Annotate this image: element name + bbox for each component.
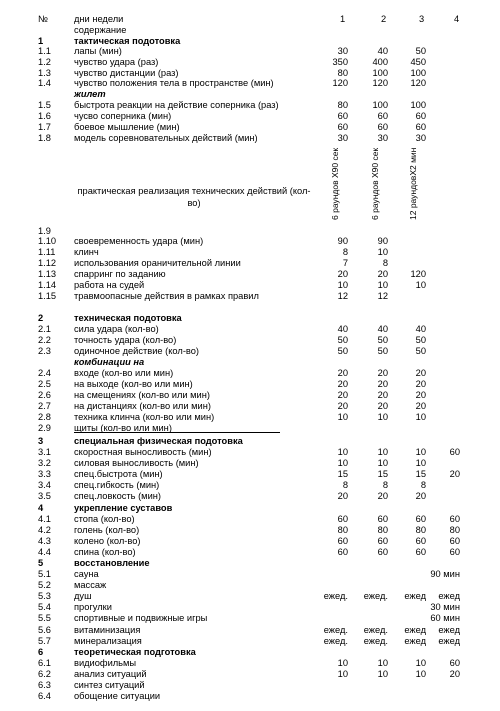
row-description: сила удара (кол-во) — [74, 324, 159, 334]
row-value-day-1: 10 — [337, 458, 348, 468]
row-description: чувство дистанции (раз) — [74, 68, 179, 78]
table-row — [0, 658, 500, 669]
row-value-day-2: 40 — [377, 324, 388, 334]
row-number: 1.12 — [38, 258, 57, 268]
row-value-day-3: 60 — [415, 514, 426, 524]
table-row — [0, 558, 500, 569]
row-number: 1.5 — [38, 100, 51, 110]
row-value-day-1: 60 — [337, 536, 348, 546]
row-value-day-1: ежед. — [323, 591, 348, 601]
row-value-day-4: 60 — [449, 447, 460, 457]
row-value-day-2: 15 — [377, 469, 388, 479]
row-value-day-2: 60 — [377, 536, 388, 546]
row-description: спец.ловкость (мин) — [74, 491, 161, 501]
header-col-1: 1 — [340, 14, 346, 24]
row-value-day-3: ежед — [404, 636, 426, 646]
row-number: 1.15 — [38, 291, 57, 301]
row-value-day-4: 90 мин — [430, 569, 460, 579]
row-value-day-4: 60 — [449, 536, 460, 546]
row-description: прогулки — [74, 602, 112, 612]
row-value-day-1: 60 — [337, 514, 348, 524]
row-value-day-3: 20 — [415, 368, 426, 378]
row-value-day-2: 100 — [372, 68, 388, 78]
row-number: 5.1 — [38, 569, 51, 579]
row-number: 1.1 — [38, 46, 51, 56]
row-value-day-3: 15 — [415, 469, 426, 479]
row-number: 1.7 — [38, 122, 51, 132]
row-value-day-3: 10 — [415, 412, 426, 422]
row-value-day-1: ежед. — [323, 636, 348, 646]
row-value-day-2: 8 — [382, 258, 388, 268]
table-row — [0, 346, 500, 357]
row-value-day-2: 40 — [377, 46, 388, 56]
row-value-day-3: 80 — [415, 525, 426, 535]
row-value-day-2: 20 — [377, 379, 388, 389]
row-number: 3.3 — [38, 469, 51, 479]
header-col-3: 3 — [419, 14, 425, 24]
row-value-day-3: 120 — [410, 78, 426, 88]
row-description: техническая подотовка — [74, 313, 182, 323]
table-row — [0, 436, 500, 447]
table-row — [0, 236, 500, 247]
row-value-day-4: 30 мин — [430, 602, 460, 612]
row-number: 1.4 — [38, 78, 51, 88]
row-value-day-1: 10 — [337, 280, 348, 290]
table-row — [0, 691, 500, 702]
row-description: витаминизация — [74, 625, 141, 635]
row-description: тактическая подотовка — [74, 36, 181, 46]
row-value-day-2: 20 — [377, 390, 388, 400]
header-col-4: 4 — [454, 14, 460, 24]
row-value-day-2: 50 — [377, 346, 388, 356]
table-row — [0, 335, 500, 346]
row-value-day-3: 50 — [415, 46, 426, 56]
table-row — [0, 46, 500, 57]
row-number: 2.5 — [38, 379, 51, 389]
row-value-day-1: 20 — [337, 390, 348, 400]
table-row — [0, 469, 500, 480]
row-number: 4.1 — [38, 514, 51, 524]
table-row — [0, 379, 500, 390]
row-value-day-1: 60 — [337, 111, 348, 121]
row-number: 1.10 — [38, 236, 57, 246]
row-value-day-2: ежед. — [363, 625, 388, 635]
row-number: 1.6 — [38, 111, 51, 121]
row-value-day-3: 20 — [415, 491, 426, 501]
row-value-day-2: 20 — [377, 401, 388, 411]
table-row — [0, 591, 500, 602]
header-content: содержание — [74, 25, 127, 35]
row-value-day-2: 12 — [377, 291, 388, 301]
row-value-day-3: 20 — [415, 379, 426, 389]
table-row — [0, 133, 500, 144]
row-description: душ — [74, 591, 92, 601]
row-value-day-3: 10 — [415, 447, 426, 457]
row-number: 5.3 — [38, 591, 51, 601]
row-description: спец.гибкость (мин) — [74, 480, 160, 490]
row-description: быстрота реакции на действие соперника (раз) — [74, 100, 279, 110]
row-description: спарринг по заданию — [74, 269, 166, 279]
row-number: 6 — [38, 647, 44, 657]
row-number: 3 — [38, 436, 44, 446]
table-row — [0, 313, 500, 324]
row-value-day-3: 60 — [415, 536, 426, 546]
row-description: чувство удара (раз) — [74, 57, 159, 67]
row-number: 6.1 — [38, 658, 51, 668]
row-number: 2 — [38, 313, 44, 323]
row-value-day-3: 20 — [415, 401, 426, 411]
row-value-day-3: 10 — [415, 458, 426, 468]
row-number: 2.6 — [38, 390, 51, 400]
row-value-day-4: 20 — [449, 669, 460, 679]
row-description: техника клинча (кол-во или мин) — [74, 412, 215, 422]
row-value-day-4: 80 — [449, 525, 460, 535]
table-row — [0, 111, 500, 122]
row-number: 2.9 — [38, 423, 51, 433]
table-row — [0, 669, 500, 680]
table-row — [0, 57, 500, 68]
row-value-day-1: 120 — [332, 78, 348, 88]
header-num: № — [38, 14, 48, 24]
row-number: 4.4 — [38, 547, 51, 557]
row-value-day-2: ежед. — [363, 591, 388, 601]
row-value-day-3: 10 — [415, 669, 426, 679]
rotated-col-2-label: 6 раундов X90 сек — [370, 147, 380, 220]
row-number: 2.7 — [38, 401, 51, 411]
row-number: 2.2 — [38, 335, 51, 345]
row-value-day-3: 100 — [410, 100, 426, 110]
row-number: 2.1 — [38, 324, 51, 334]
row-value-day-3: ежед — [404, 591, 426, 601]
row-number: 5.7 — [38, 636, 51, 646]
row-description: чувство положения тела в пространстве (мин) — [74, 78, 274, 88]
row-value-day-2: 10 — [377, 280, 388, 290]
row-value-day-1: 50 — [337, 346, 348, 356]
practical-realization-label: практическая реализация технических действий (кол-во) — [77, 186, 311, 208]
row-value-day-1: 10 — [337, 669, 348, 679]
row-value-day-2: ежед. — [363, 636, 388, 646]
row-value-day-4: 20 — [449, 469, 460, 479]
row-description: клинч — [74, 247, 99, 257]
header-days: дни недели — [74, 14, 124, 24]
row-description: точность удара (кол-во) — [74, 335, 177, 345]
row-value-day-2: 20 — [377, 491, 388, 501]
row-description: одиночное действие (кол-во) — [74, 346, 200, 356]
table-row — [0, 613, 500, 624]
row-value-day-1: 40 — [337, 324, 348, 334]
table-row — [0, 480, 500, 491]
row-value-day-1: 80 — [337, 100, 348, 110]
row-value-day-1: 10 — [337, 447, 348, 457]
row-value-day-1: 30 — [337, 133, 348, 143]
row-value-day-2: 10 — [377, 447, 388, 457]
row-value-day-2: 20 — [377, 368, 388, 378]
table-row — [0, 401, 500, 412]
row-value-day-2: 10 — [377, 658, 388, 668]
table-row — [0, 536, 500, 547]
table-row — [0, 324, 500, 335]
row-value-day-1: 80 — [337, 525, 348, 535]
row-value-day-4: 60 — [449, 514, 460, 524]
row-number: 5.2 — [38, 580, 51, 590]
row-value-day-1: 350 — [332, 57, 348, 67]
row-number: 5 — [38, 558, 44, 568]
table-row — [0, 458, 500, 469]
table-row — [0, 491, 500, 502]
row-value-day-1: 80 — [337, 68, 348, 78]
row-description: укрепление суставов — [74, 503, 173, 513]
table-row — [0, 514, 500, 525]
row-value-day-3: 40 — [415, 324, 426, 334]
row-value-day-3: ежед — [404, 625, 426, 635]
row-value-day-2: 90 — [377, 236, 388, 246]
row-value-day-4: ежед — [438, 591, 460, 601]
row-value-day-1: 8 — [342, 480, 348, 490]
row-description: входе (кол-во или мин) — [74, 368, 174, 378]
row-description: на выходе (кол-во или мин) — [74, 379, 193, 389]
row-description: массаж — [74, 580, 107, 590]
row-value-day-4: 60 — [449, 547, 460, 557]
row-description: анализ ситуаций — [74, 669, 147, 679]
row-description: специальная физическая подотовка — [74, 436, 243, 446]
row-value-day-1: 10 — [337, 658, 348, 668]
row-description: сауна — [74, 569, 99, 579]
row-value-day-2: 8 — [382, 480, 388, 490]
row-number: 1.8 — [38, 133, 51, 143]
row-value-day-3: 10 — [415, 280, 426, 290]
row-number: 6.2 — [38, 669, 51, 679]
row-value-day-3: 8 — [420, 480, 426, 490]
row-description: работа на судей — [74, 280, 145, 290]
row-value-day-3: 50 — [415, 335, 426, 345]
row-number: 1.13 — [38, 269, 57, 279]
row-description: использования ораничительной линии — [74, 258, 241, 268]
row-number: 1.11 — [38, 247, 56, 257]
header-col-2: 2 — [381, 14, 387, 24]
table-row — [0, 525, 500, 536]
row-number: 3.2 — [38, 458, 51, 468]
row-description: видиофильмы — [74, 658, 137, 668]
row-description: силовая выносливость (мин) — [74, 458, 199, 468]
row-description: щиты (кол-во или мин) — [74, 423, 172, 433]
row-description: стопа (кол-во) — [74, 514, 135, 524]
row-description: модель соревновательных действий (мин) — [74, 133, 258, 143]
rotated-col-3-label: 12 раундовX2 мин — [408, 147, 418, 220]
table-row — [0, 258, 500, 269]
row-value-day-1: 20 — [337, 491, 348, 501]
row-value-day-3: 20 — [415, 390, 426, 400]
row-description: восстановление — [74, 558, 150, 568]
table-row — [0, 89, 500, 100]
row-value-day-3: 50 — [415, 346, 426, 356]
table-row — [0, 569, 500, 580]
row-value-day-2: 10 — [377, 247, 388, 257]
table-row — [0, 390, 500, 401]
row-value-day-2: 400 — [372, 57, 388, 67]
row-value-day-2: 10 — [377, 458, 388, 468]
row-number: 3.4 — [38, 480, 51, 490]
row-value-day-4: ежед — [438, 625, 460, 635]
row-value-day-3: 60 — [415, 122, 426, 132]
row-value-day-1: 60 — [337, 122, 348, 132]
table-row — [0, 503, 500, 514]
row-number: 1 — [38, 36, 44, 46]
row-value-day-2: 10 — [377, 669, 388, 679]
row-value-day-1: 60 — [337, 547, 348, 557]
table-row — [0, 636, 500, 647]
rotated-col-1-label: 6 раундов X90 сек — [330, 147, 340, 220]
table-row — [0, 447, 500, 458]
row-value-day-3: 100 — [410, 68, 426, 78]
row-number: 2.4 — [38, 368, 51, 378]
row-value-day-1: 20 — [337, 379, 348, 389]
table-row — [0, 100, 500, 111]
row-value-day-3: 60 — [415, 111, 426, 121]
table-row — [0, 680, 500, 691]
row-value-day-1: 90 — [337, 236, 348, 246]
row-number: 5.6 — [38, 625, 51, 635]
row-value-day-4: 60 — [449, 658, 460, 668]
table-row — [0, 647, 500, 658]
table-row — [0, 412, 500, 423]
row-number: 1.9 — [38, 226, 51, 236]
row-description: боевое мышление (мин) — [74, 122, 180, 132]
table-row — [0, 423, 500, 434]
row-number: 3.1 — [38, 447, 51, 457]
row-value-day-1: 12 — [337, 291, 348, 301]
row-description: теоретическая подготовка — [74, 647, 196, 657]
row-description: комбинации на — [74, 357, 145, 367]
row-value-day-2: 80 — [377, 525, 388, 535]
row-number: 5.5 — [38, 613, 51, 623]
table-row — [0, 368, 500, 379]
row-number: 4.2 — [38, 525, 51, 535]
table-row — [0, 247, 500, 258]
table-row — [0, 78, 500, 89]
table-row — [0, 547, 500, 558]
table-row — [0, 280, 500, 291]
row-number: 3.5 — [38, 491, 51, 501]
row-number: 4 — [38, 503, 44, 513]
row-value-day-2: 100 — [372, 100, 388, 110]
row-value-day-2: 20 — [377, 269, 388, 279]
row-value-day-1: 30 — [337, 46, 348, 56]
row-value-day-2: 60 — [377, 122, 388, 132]
table-row — [0, 269, 500, 280]
row-value-day-2: 50 — [377, 335, 388, 345]
row-number: 5.4 — [38, 602, 51, 612]
row-value-day-4: 60 мин — [430, 613, 460, 623]
row-number: 4.3 — [38, 536, 51, 546]
table-row — [0, 602, 500, 613]
row-description: синтез ситуаций — [74, 680, 145, 690]
row-value-day-2: 30 — [377, 133, 388, 143]
row-description: травмоопасные действия в рамках правил — [74, 291, 259, 301]
row-value-day-1: 8 — [342, 247, 348, 257]
row-number: 6.4 — [38, 691, 51, 701]
row-value-day-1: 10 — [337, 412, 348, 422]
table-row — [0, 625, 500, 636]
row-value-day-2: 60 — [377, 547, 388, 557]
row-value-day-1: 20 — [337, 401, 348, 411]
row-number: 2.8 — [38, 412, 51, 422]
row-value-day-2: 60 — [377, 111, 388, 121]
row-description: чусво соперника (мин) — [74, 111, 172, 121]
row-description: лапы (мин) — [74, 46, 122, 56]
row-value-day-2: 120 — [372, 78, 388, 88]
row-value-day-2: 60 — [377, 514, 388, 524]
row-description: на смещениях (кол-во или мин) — [74, 390, 210, 400]
row-description: жилет — [74, 89, 106, 99]
row-description: на дистанциях (кол-во или мин) — [74, 401, 211, 411]
table-row — [0, 357, 500, 368]
row-number: 2.3 — [38, 346, 51, 356]
row-number: 6.3 — [38, 680, 51, 690]
row-value-day-3: 60 — [415, 547, 426, 557]
row-number: 1.14 — [38, 280, 57, 290]
row-value-day-1: 50 — [337, 335, 348, 345]
row-value-day-1: 20 — [337, 368, 348, 378]
row-value-day-1: 15 — [337, 469, 348, 479]
row-description: спина (кол-во) — [74, 547, 136, 557]
row-number: 1.2 — [38, 57, 51, 67]
table-row — [0, 580, 500, 591]
row-value-day-1: 7 — [342, 258, 348, 268]
table-row — [0, 122, 500, 133]
row-value-day-2: 10 — [377, 412, 388, 422]
table-row — [0, 291, 500, 302]
row-description: обощение ситуации — [74, 691, 161, 701]
row-description: минерализация — [74, 636, 142, 646]
row-description: голень (кол-во) — [74, 525, 140, 535]
row-value-day-4: ежед — [438, 636, 460, 646]
row-value-day-1: ежед. — [323, 625, 348, 635]
row-description: спортивные и подвижные игры — [74, 613, 208, 623]
row-description: спец.быстрота (мин) — [74, 469, 163, 479]
row-value-day-3: 30 — [415, 133, 426, 143]
row-description: скоростная выносливость (мин) — [74, 447, 212, 457]
row-description: колено (кол-во) — [74, 536, 141, 546]
row-description: своевременность удара (мин) — [74, 236, 204, 246]
row-value-day-3: 10 — [415, 658, 426, 668]
row-value-day-1: 20 — [337, 269, 348, 279]
row-value-day-3: 450 — [410, 57, 426, 67]
row-number: 1.3 — [38, 68, 51, 78]
row-value-day-3: 120 — [410, 269, 426, 279]
